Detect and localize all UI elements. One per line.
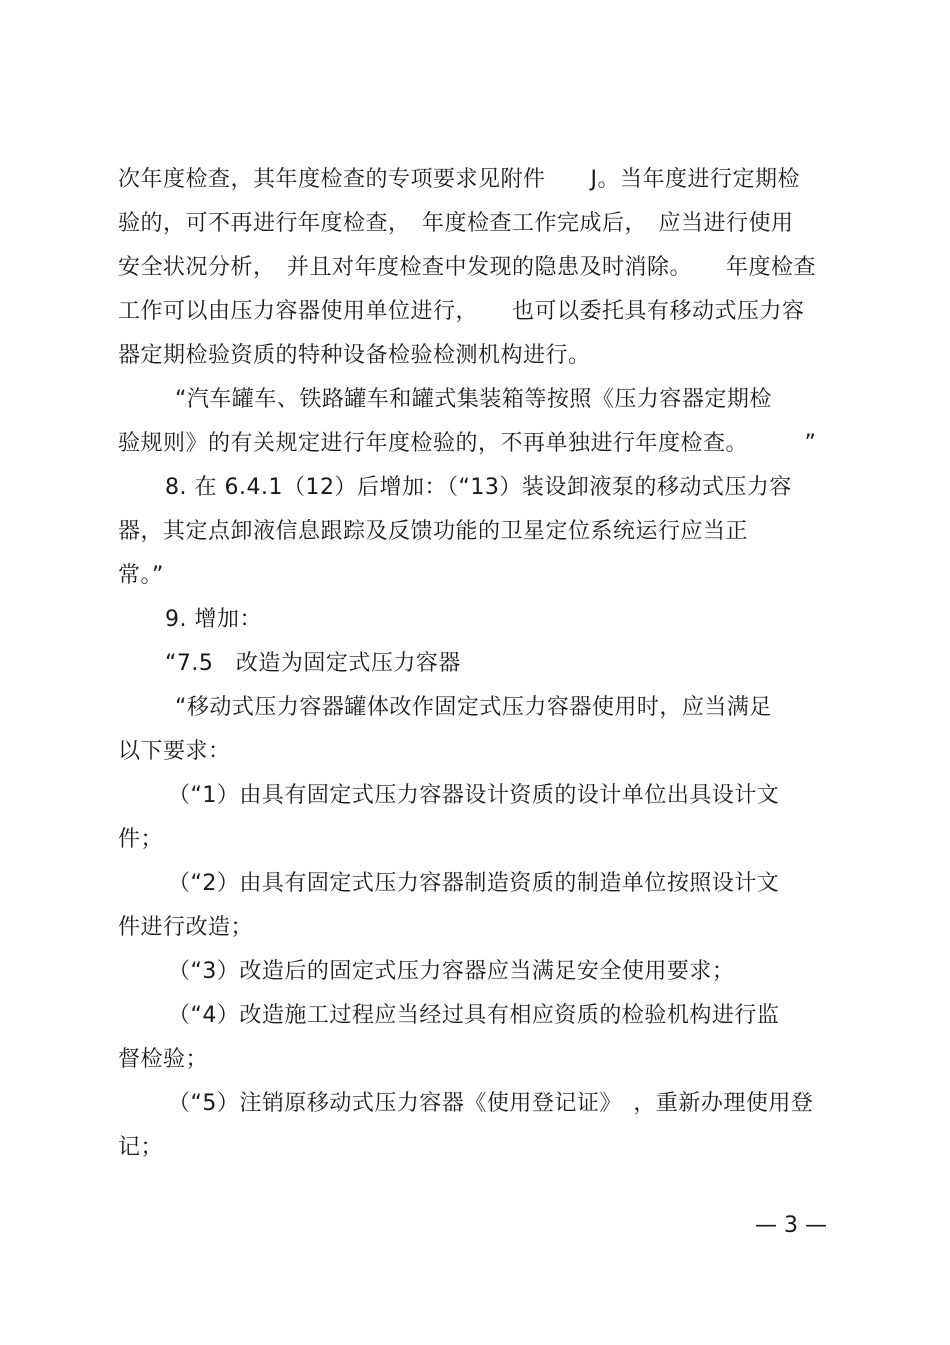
list-item: （“2）由具有固定式压力容器制造资质的制造单位按照设计文 [168, 871, 780, 896]
list-item: （“1）由具有固定式压力容器设计资质的设计单位出具设计文 [168, 783, 780, 808]
text-line: “汽车罐车、铁路罐车和罐式集装箱等按照《压力容器定期检 [175, 387, 772, 412]
text-line: 督检验； [118, 1047, 209, 1072]
text-line: 安全状况分析， 并且对年度检查中发现的隐患及时消除。 年度检查 [118, 255, 817, 280]
text-line: 验规则》的有关规定进行年度检验的，不再单独进行年度检查。 ” [118, 431, 817, 456]
page-number: — 3 — [755, 1213, 827, 1238]
text-line: 9. 增加： [165, 607, 262, 632]
text-line: 以下要求： [118, 739, 231, 764]
section-heading: “7.5 改造为固定式压力容器 [165, 651, 461, 676]
list-item: （“5）注销原移动式压力容器《使用登记证》 ，重新办理使用登 [168, 1091, 814, 1116]
text-line: 验的，可不再进行年度检查， 年度检查工作完成后， 应当进行使用 [118, 211, 794, 236]
list-item: （“4）改造施工过程应当经过具有相应资质的检验机构进行监 [168, 1003, 780, 1028]
text-line: 工作可以由压力容器使用单位进行， 也可以委托具有移动式压力容 [118, 299, 805, 324]
text-line: “移动式压力容器罐体改作固定式压力容器使用时，应当满足 [175, 695, 772, 720]
text-line: 器，其定点卸液信息跟踪及反馈功能的卫星定位系统运行应当正 [118, 519, 749, 544]
text-line: 件； [118, 827, 164, 852]
text-line: 8. 在 6.4.1（12）后增加：（“13）装设卸液泵的移动式压力容 [165, 475, 792, 500]
text-line: 记； [118, 1135, 164, 1160]
text-line: 次年度检查，其年度检查的专项要求见附件 J。当年度进行定期检 [118, 167, 800, 192]
text-line: 常。” [118, 563, 164, 588]
text-line: 件进行改造； [118, 915, 254, 940]
list-item: （“3）改造后的固定式压力容器应当满足安全使用要求； [168, 959, 735, 984]
text-line: 器定期检验资质的特种设备检验检测机构进行。 [118, 343, 591, 368]
